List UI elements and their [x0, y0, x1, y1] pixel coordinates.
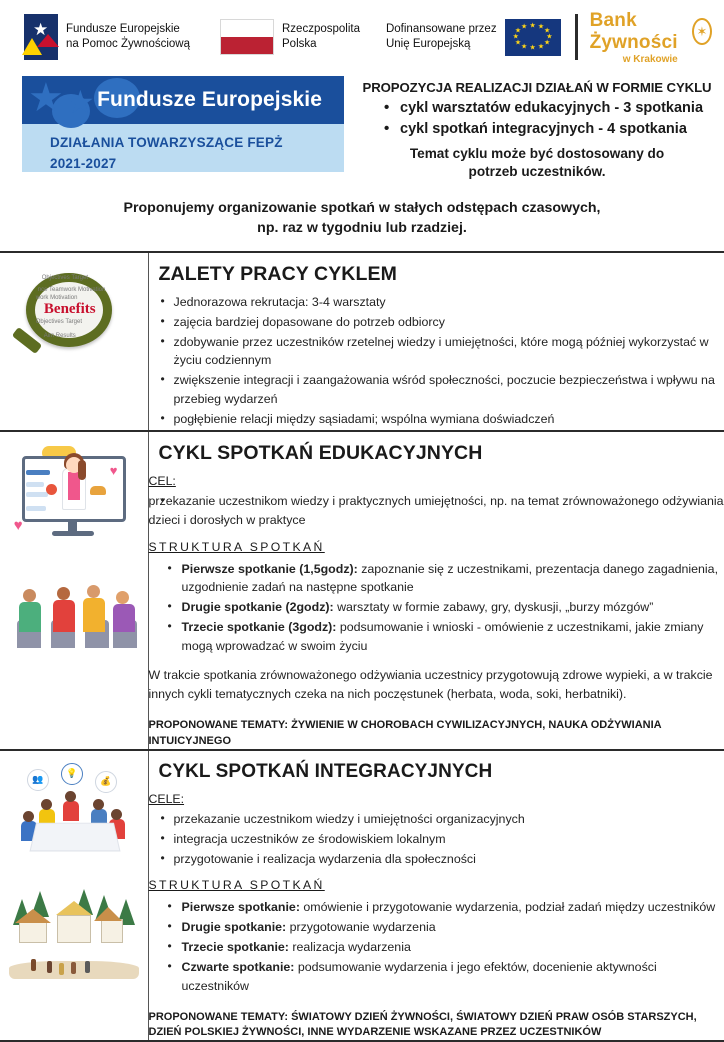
heart-icon: ♥: [110, 464, 118, 477]
logo-ue-text: [386, 22, 497, 52]
person-body: [83, 598, 105, 632]
integracyjny-topics-line1: PROPONOWANE TEMATY: ŚWIATOWY DZIEŃ ŻYWNOŚCI, ŚWIATOWY DZIEŃ PRAW OSÓB STARSZYCH,: [149, 1010, 724, 1025]
benefits-magnifier-image: [8, 261, 140, 365]
logo-rzeczpospolita-polska: [220, 19, 360, 55]
chat-line: [26, 492, 48, 497]
thought-bubble: 💡: [61, 763, 83, 785]
proposal-block: [350, 76, 712, 182]
meetings-list-integracyjny: [149, 898, 724, 995]
logo-dofinansowane-ue: [386, 19, 561, 56]
star-glyph: ★: [529, 45, 535, 52]
vertical-divider: [575, 14, 578, 60]
list-item: • cykl warsztatów edukacyjnych - 3 spotkania: [384, 98, 712, 119]
star-glyph: ★: [521, 43, 527, 50]
list-item: • zdobywanie przez uczestników rzetelnej wiedzy i umiejętności, które mogą później wykorzystać w życiu codziennym: [149, 333, 724, 371]
benefits-word: Benefits: [34, 301, 106, 318]
burger-icon: [90, 486, 106, 495]
list-item: • zwiększenie integracji i zaangażowania wśród społeczności, poczucie bezpieczeństwa i wpływu na przebieg wydarzeń: [149, 371, 724, 409]
section-title-zalety: ZALETY PRACY CYKLEM: [159, 263, 724, 286]
goals-list: [149, 810, 724, 869]
chat-line: [26, 506, 46, 511]
proposal-note-line2: potrzeb uczestników.: [362, 163, 712, 181]
table-row-integracyjny: [0, 750, 724, 1041]
proposal-list: [362, 98, 712, 140]
person-body: [113, 604, 135, 632]
goal-list: [149, 492, 724, 530]
logo-ue-line2: Unię Europejską: [386, 37, 497, 52]
table-row-zalety: [0, 252, 724, 431]
list-item: • cykl spotkań integracyjnych - 4 spotkania: [384, 119, 712, 140]
fepz-banner: [22, 76, 344, 172]
eu-funds-star-logo-icon: [24, 14, 58, 60]
list-item: • przekazanie uczestnikom wiedzy i umiejętności organizacyjnych: [149, 810, 724, 829]
online-nutritionist-image: [6, 440, 142, 550]
structure-label: STRUKTURA SPOTKAŃ: [149, 878, 325, 892]
fepz-banner-title: Fundusze Europejskie: [97, 88, 344, 112]
person-head: [65, 791, 76, 802]
meeting-text: warsztaty w formie zabawy, gry, dyskusji, „burzy mózgów”: [334, 600, 654, 614]
list-item: [149, 918, 724, 937]
star-glyph: ★: [515, 39, 521, 46]
meeting-label: Czwarte spotkanie:: [182, 960, 295, 974]
person-body: [63, 801, 79, 821]
sections-table: [0, 251, 724, 1041]
food-bank-emblem-icon: ✶: [692, 18, 712, 45]
thought-bubble: 👥: [27, 769, 49, 791]
cell-image-integracyjny: [0, 750, 148, 1041]
list-item: • przekazanie uczestnikom wiedzy i praktycznych umiejętności, np. na temat zrównoważonego odżywiania dzieci i dorosłych w praktyce: [149, 492, 724, 530]
meeting-label: Trzecie spotkanie:: [182, 940, 289, 954]
meeting-text: podsumowanie i wnioski - omówienie z uczestnikami, jakie zmiany mogą wprowadzać w swoim życiu: [182, 620, 704, 653]
meeting-text: realizacja wydarzenia: [289, 940, 411, 954]
edukacyjny-topics: PROPONOWANE TEMATY: ŻYWIENIE W CHOROBACH CYWILIZACYJNYCH, NAUKA ODŻYWIANIA INTUICYJNEGO: [149, 718, 724, 749]
bank-city-label: w Krakowie: [623, 54, 678, 65]
logo-polska-line2: Polska: [282, 37, 360, 52]
list-item: • zajęcia bardziej dopasowane do potrzeb odbiorcy: [149, 313, 724, 332]
intro-text: [0, 182, 724, 251]
decorative-text: Aim Results: [44, 333, 76, 339]
person-figure: [85, 961, 90, 973]
person-head: [57, 587, 70, 600]
star-icon: ★: [66, 86, 95, 118]
integracyjny-topics: [149, 1010, 724, 1041]
header-row: [0, 72, 724, 182]
bank-name-label: Bank Żywności: [590, 10, 686, 54]
meeting-label: Drugie spotkanie:: [182, 920, 287, 934]
logo-fundusze-text: [66, 22, 190, 52]
chat-line: [26, 482, 44, 487]
star-glyph: ★: [515, 28, 521, 35]
person-body: [19, 602, 41, 632]
yellow-wedge-shape: [22, 38, 42, 55]
doctor-hair-side: [78, 460, 86, 480]
meeting-text: omówienie i przygotowanie wydarzenia, podział zadań między uczestników: [300, 900, 715, 914]
meeting-label: Drugie spotkanie (2godz):: [182, 600, 334, 614]
section-title-integracyjny: CYKL SPOTKAŃ INTEGRACYJNYCH: [159, 761, 724, 783]
cell-body-zalety: [148, 252, 724, 431]
decorative-text: Objectives Target: [36, 319, 82, 325]
roof-shape: [94, 907, 122, 921]
list-item: • Jednorazowa rekrutacja: 3-4 warsztaty: [149, 293, 724, 312]
star-glyph: ★: [521, 24, 527, 31]
meeting-label: Pierwsze spotkanie:: [182, 900, 300, 914]
meeting-text: zapoznanie się z uczestnikami, prezentacja danego zagadnienia, uzgodnienie zadań na następne spotkanie: [182, 562, 719, 595]
apple-icon: [46, 484, 57, 495]
proposal-title: PROPOZYCJA REALIZACJI DZIAŁAŃ W FORMIE CYKLU: [362, 80, 712, 95]
fepz-banner-top: [22, 76, 344, 124]
person-head: [111, 809, 122, 820]
person-figure: [71, 962, 76, 974]
village-fair-image: [1, 877, 147, 989]
intro-line2: np. raz w tygodniu lub rzadziej.: [40, 218, 684, 239]
zalety-bullet-list: [149, 293, 724, 429]
star-glyph: ★: [544, 39, 550, 46]
meetings-list-edukacyjny: [149, 560, 724, 656]
group-discussion-image: [3, 558, 145, 654]
star-glyph: ★: [546, 34, 552, 41]
logo-fundusze-europejskie: [24, 14, 190, 60]
cell-image-benefits: [0, 252, 148, 431]
logo-bank-zywnosci: [590, 10, 712, 65]
person-head: [23, 811, 34, 822]
list-item: • integracja uczestników ze środowiskiem lokalnym: [149, 830, 724, 849]
list-item: [149, 958, 724, 996]
person-head: [93, 799, 104, 810]
person-figure: [47, 961, 52, 973]
fepz-subtitle-line2: 2021-2027: [50, 154, 344, 175]
person-body: [53, 600, 75, 632]
team-meeting-image: [5, 759, 143, 869]
person-head: [87, 585, 100, 598]
edukacyjny-paragraph: W trakcie spotkania zrównoważonego odżywiania uczestnicy przygotowują zdrowe wypieki, a w trakcie innych cykli tematycznych czeka na nich poczęstunek (herbata, woda, soki, herbatniki).: [149, 666, 724, 704]
list-item: • przygotowanie i realizacja wydarzenia dla społeczności: [149, 850, 724, 869]
section-title-edukacyjny: CYKL SPOTKAŃ EDUKACYJNYCH: [159, 442, 724, 465]
proposal-note-line1: Temat cyklu może być dostosowany do: [362, 145, 712, 163]
roof-shape: [56, 901, 92, 915]
star-glyph: ★: [513, 34, 519, 41]
goals-label: CELE:: [149, 792, 185, 806]
meeting-text: przygotowanie wydarzenia: [286, 920, 435, 934]
logo-fundusze-line1: Fundusze Europejskie: [66, 22, 190, 37]
list-item: • pogłębienie relacji między sąsiadami; wspólna wymiana doświadczeń: [149, 410, 724, 429]
star-icon: ★: [28, 78, 64, 118]
star-glyph: ★: [538, 24, 544, 31]
intro-line1: Proponujemy organizowanie spotkań w stałych odstępach czasowych,: [40, 198, 684, 219]
logo-polska-line1: Rzeczpospolita: [282, 22, 360, 37]
meeting-label: Trzecie spotkanie (3godz):: [182, 620, 337, 634]
meeting-text: podsumowanie wydarzenia i jego efektów, docenienie aktywności uczestników: [182, 960, 657, 993]
star-glyph: ★: [33, 21, 48, 38]
heart-icon: ♥: [14, 518, 23, 533]
person-figure: [59, 963, 64, 975]
person-head: [23, 589, 36, 602]
person-figure: [31, 959, 36, 971]
logo-polska-text: [282, 22, 360, 52]
person-head: [41, 799, 52, 810]
decorative-text: Objectives Target: [42, 275, 88, 281]
eu-stars-ring: [505, 19, 561, 56]
roof-shape: [15, 909, 51, 923]
eu-flag-icon: [505, 19, 561, 56]
star-glyph: ★: [538, 43, 544, 50]
meeting-table: [29, 823, 120, 852]
list-item: [149, 560, 724, 598]
monitor-base: [52, 531, 94, 536]
house-icon: [19, 921, 47, 943]
thought-bubble: 💰: [95, 771, 117, 793]
list-item: [149, 618, 724, 656]
decorative-text: work Motivation: [36, 295, 78, 301]
table-row-edukacyjny: [0, 431, 724, 750]
list-item: [149, 938, 724, 957]
integracyjny-topics-line2: DZIEŃ POLSKIEJ ŻYWNOŚCI, INNE WYDARZENIE WSKAZANE PRZEZ UCZESTNIKÓW: [149, 1025, 724, 1040]
fepz-banner-subtitle: [22, 124, 344, 175]
meeting-label: Pierwsze spotkanie (1,5godz):: [182, 562, 358, 576]
chat-line: [26, 470, 50, 475]
goal-label: CEL:: [149, 474, 176, 488]
star-glyph: ★: [529, 22, 535, 29]
house-icon: [101, 919, 123, 943]
decorative-text: nce Teamwork Motivation: [38, 287, 106, 293]
logo-ue-line1: Dofinansowane przez: [386, 22, 497, 37]
logo-fundusze-line2: na Pomoc Żywnościową: [66, 37, 190, 52]
fepz-subtitle-line1: DZIAŁANIA TOWARZYSZĄCE FEPŻ: [50, 133, 344, 154]
house-icon: [57, 915, 91, 943]
polish-flag-icon: [220, 19, 274, 55]
person-head: [116, 591, 129, 604]
list-item: [149, 898, 724, 917]
structure-label: STRUKTURA SPOTKAŃ: [149, 540, 325, 554]
funding-logo-strip: [0, 0, 724, 72]
star-glyph: ★: [544, 28, 550, 35]
cell-body-edukacyjny: [148, 431, 724, 750]
list-item: [149, 598, 724, 617]
cell-body-integracyjny: [148, 750, 724, 1041]
cell-image-edukacyjny: [0, 431, 148, 750]
proposal-note: [362, 145, 712, 182]
